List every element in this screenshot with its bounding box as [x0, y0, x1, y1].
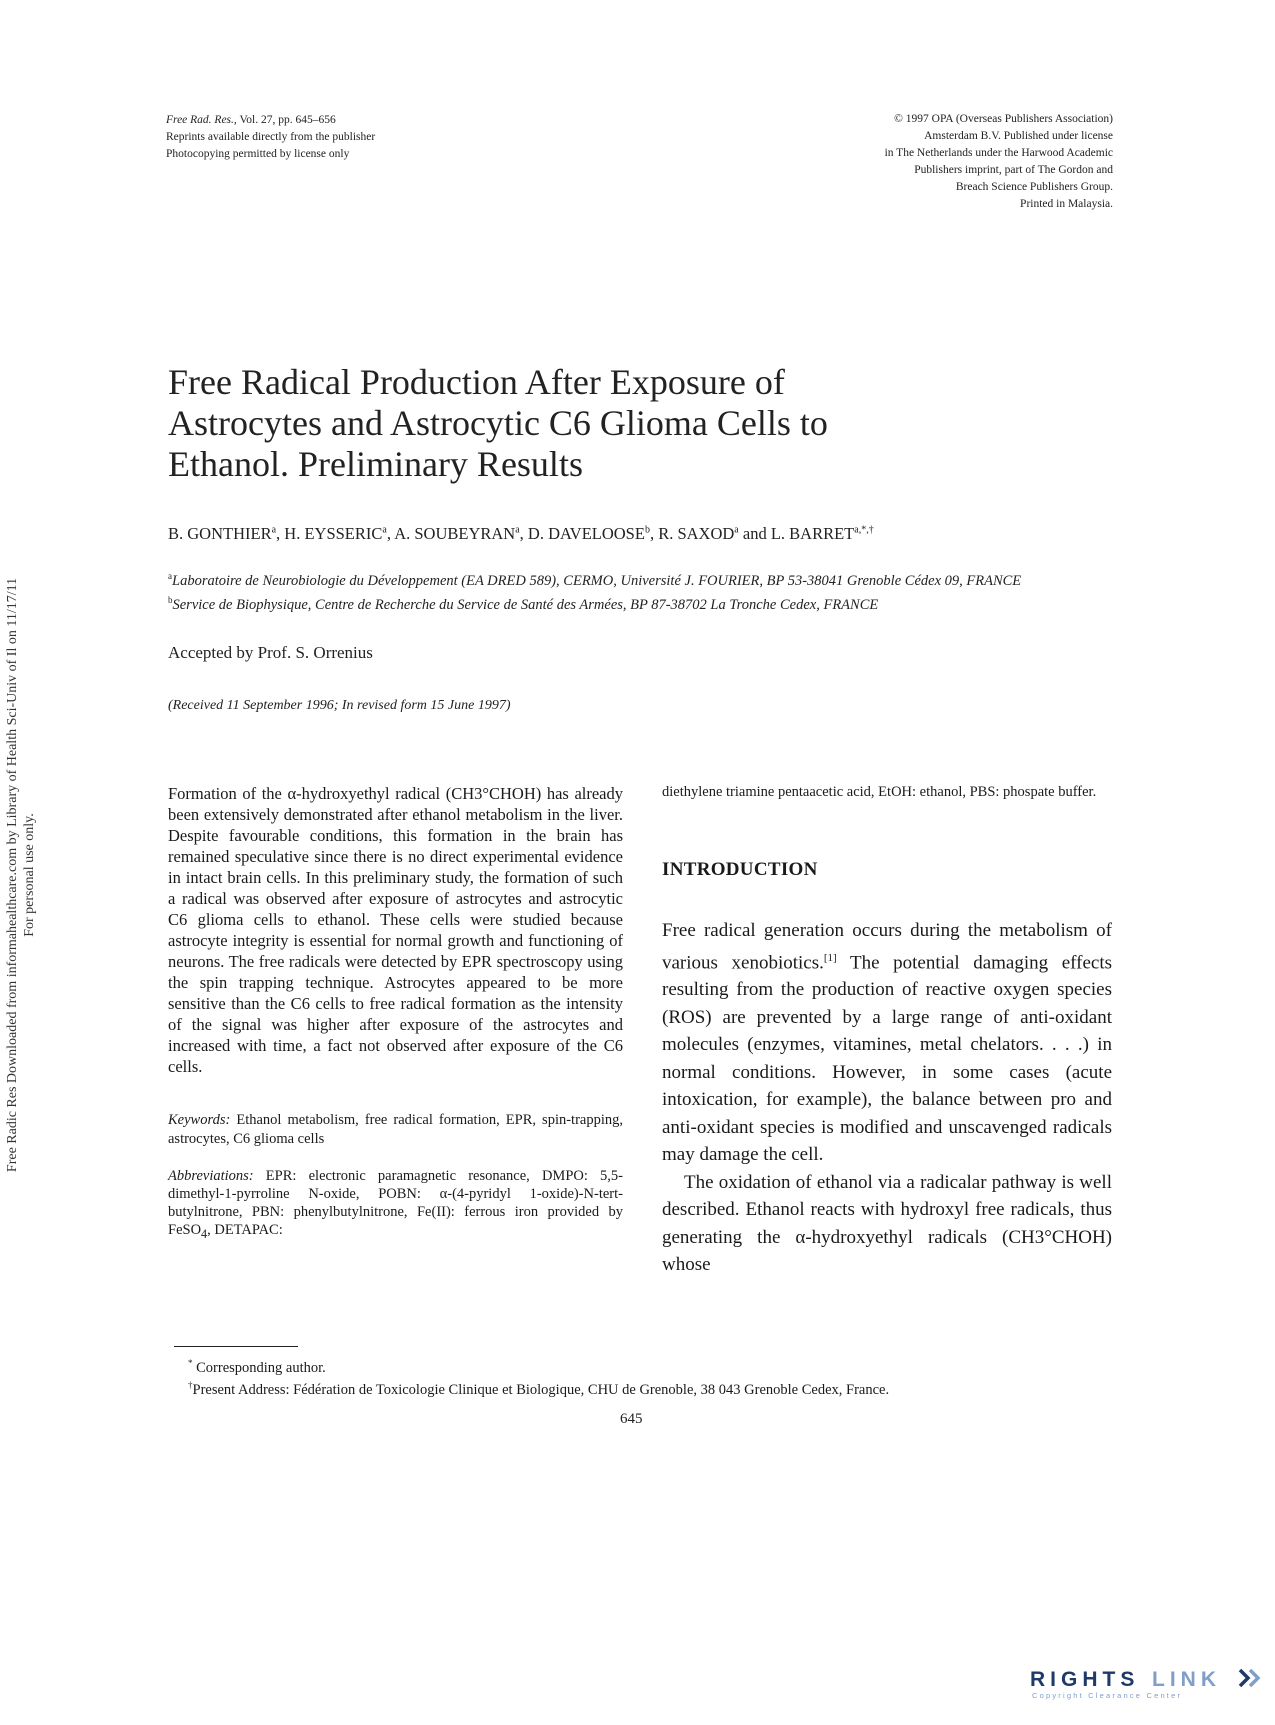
- accepted-by: Accepted by Prof. S. Orrenius: [168, 643, 373, 662]
- article-title: [168, 362, 968, 485]
- author-separator: ,: [519, 524, 528, 543]
- paragraph-text: The potential damaging effects resulting from the production of reactive oxygen species (ROS) are prevented by a large range of anti-oxidant molecules (enzymes, vitamines, metal chelators. . . .) in normal conditions. However, in some cases (acute intoxication, for example), the balance between pro and anti-oxidant species is modified and unscavenged radicals may damage the cell.: [662, 951, 1113, 1166]
- journal-header: [166, 112, 526, 163]
- affiliation-text: Laboratoire de Neurobiologie du Développement (EA DRED 589), CERMO, Université J. FOURIER, BP 53-38041 Grenoble Cédex 09, FRANCE: [172, 572, 1022, 589]
- keywords-text: Ethanol metabolism, free radical formation, EPR, spin-trapping, astrocytes, C6 glioma cells: [168, 1112, 623, 1147]
- publisher-line: in The Netherlands under the Harwood Academic: [884, 147, 1113, 159]
- affiliation: [168, 567, 1118, 591]
- chevron-right-icon: [1240, 1670, 1248, 1686]
- rightslink-logo[interactable]: [1028, 1662, 1264, 1702]
- author-separator: and: [738, 524, 771, 543]
- title-line: Free Radical Production After Exposure of: [168, 362, 785, 402]
- download-watermark: [4, 515, 44, 1235]
- footnote-text: Corresponding author.: [192, 1359, 326, 1376]
- publisher-line: Publishers imprint, part of The Gordon and: [914, 164, 1113, 176]
- journal-volume-pages: , Vol. 27, pp. 645–656: [233, 114, 336, 126]
- author-name: L. BARRET: [770, 524, 855, 543]
- introduction-paragraph: [662, 917, 1112, 1169]
- watermark-line: For personal use only.: [22, 813, 37, 937]
- author-name: B. GONTHIER: [168, 524, 272, 543]
- right-column: [662, 783, 1112, 1279]
- author-separator: ,: [386, 524, 395, 543]
- publisher-line: © 1997 OPA (Overseas Publishers Association): [894, 113, 1113, 125]
- footnote-rule: [174, 1346, 298, 1347]
- affiliations: [168, 567, 1118, 615]
- subscript: 4: [201, 1226, 208, 1241]
- journal-citation: [166, 112, 526, 129]
- abbreviations-label: Abbreviations:: [168, 1168, 254, 1184]
- received-dates: (Received 11 September 1996; In revised form 15 June 1997): [168, 698, 511, 713]
- author-name: D. DAVELOOSE: [527, 524, 645, 543]
- page-number: 645: [620, 1411, 643, 1427]
- footnote-mark: *: [188, 1358, 193, 1368]
- footnote: [188, 1355, 1138, 1377]
- abbreviations-text: EPR: electronic paramagnetic resonance, DMPO: 5,5-dimethyl-1-pyrroline N-oxide, POBN: α-(4-pyridyl 1-oxide)-N-tert-butylnitrone, PBN: phenylbutylnitrone, Fe(II): ferrous iron provided by FeSO: [168, 1168, 623, 1238]
- title-line: Ethanol. Preliminary Results: [168, 444, 583, 484]
- author-list: [168, 524, 1088, 544]
- footnote: [188, 1377, 1138, 1399]
- citation-reference[interactable]: [1]: [823, 951, 837, 964]
- left-column: [168, 783, 623, 1243]
- author-name: R. SAXOD: [658, 524, 735, 543]
- abbreviations-continued: diethylene triamine pentaacetic acid, EtOH: ethanol, PBS: phospate buffer.: [662, 784, 1097, 800]
- chevron-right-icon: [1250, 1670, 1258, 1686]
- photocopy-note: Photocopying permitted by license only: [166, 148, 350, 160]
- footnote-text: Present Address: Fédération de Toxicologie Clinique et Biologique, CHU de Grenoble, 38 043 Grenoble Cedex, France.: [192, 1381, 890, 1398]
- affiliation-mark: a: [168, 571, 172, 581]
- author-affil-mark: a: [382, 524, 387, 536]
- affiliation: [168, 591, 1118, 615]
- author-separator: ,: [649, 524, 659, 543]
- author-affil-mark: a: [271, 524, 277, 536]
- author-affil-mark: a: [734, 524, 739, 536]
- affiliation-mark: b: [168, 594, 173, 605]
- footnotes: [188, 1355, 1138, 1399]
- footnote-mark: †: [188, 1379, 193, 1390]
- keywords-label: Keywords:: [168, 1112, 231, 1128]
- introduction-paragraph: The oxidation of ethanol via a radicalar pathway is well described. Ethanol reacts with hydroxyl free radicals, thus generating the α-hydroxyethyl radicals (CH3°CHOH) whose: [662, 1171, 1112, 1276]
- watermark-line: Free Radic Res Downloaded from informahealthcare.com by Library of Health Sci-Univ of Il on 11/17/11: [5, 577, 20, 1173]
- publisher-line: Breach Science Publishers Group.: [955, 181, 1113, 193]
- logo-link-text: LINK: [1152, 1668, 1221, 1691]
- logo-tagline: Copyright Clearance Center: [1032, 1691, 1183, 1700]
- logo-rights-text: RIGHTS: [1030, 1668, 1140, 1691]
- paragraph-text: Free radical generation occurs during the metabolism of various xenobiotics.: [662, 920, 1112, 973]
- publisher-line: Printed in Malaysia.: [1020, 198, 1113, 210]
- author-separator: ,: [276, 524, 285, 543]
- publisher-line: Amsterdam B.V. Published under license: [924, 130, 1113, 142]
- author-name: A. SOUBEYRAN: [394, 524, 516, 543]
- journal-name: Free Rad. Res.: [166, 114, 234, 126]
- author-affil-mark: a,*,†: [854, 524, 874, 536]
- author-name: H. EYSSERIC: [284, 524, 383, 543]
- author-affil-mark: b: [644, 524, 650, 536]
- affiliation-text: Service de Biophysique, Centre de Recherche du Service de Santé des Armées, BP 87-38702 La Tronche Cedex, FRANCE: [172, 596, 879, 613]
- publisher-info: [773, 111, 1113, 213]
- author-affil-mark: a: [515, 524, 520, 536]
- abbreviations: [168, 1167, 623, 1243]
- reprints-note: Reprints available directly from the publisher: [166, 131, 376, 143]
- abstract: Formation of the α-hydroxyethyl radical (CH3°CHOH) has already been extensively demonstrated after ethanol metabolism in the liver. Despite favourable conditions, this formation in the brain has remained speculative since there is no direct experimental evidence in intact brain cells. In this preliminary study, the formation of such a radical was observed after exposure of astrocytes and astrocytic C6 glioma cells to ethanol. These cells were studied because astrocyte integrity is essential for normal growth and functioning of neurons. The free radicals were detected by EPR spectroscopy using the spin trapping technique. Astrocytes appeared to be more sensitive than the C6 cells to free radical formation as the intensity of the signal was higher after exposure of the astrocytes and increased with time, a fact not observed after exposure of the C6 cells.: [168, 784, 623, 1076]
- abbreviations-text-end: , DETAPAC:: [207, 1222, 283, 1238]
- keywords: [168, 1111, 623, 1149]
- section-heading-introduction: INTRODUCTION: [662, 859, 818, 880]
- title-line: Astrocytes and Astrocytic C6 Glioma Cells to: [168, 403, 828, 443]
